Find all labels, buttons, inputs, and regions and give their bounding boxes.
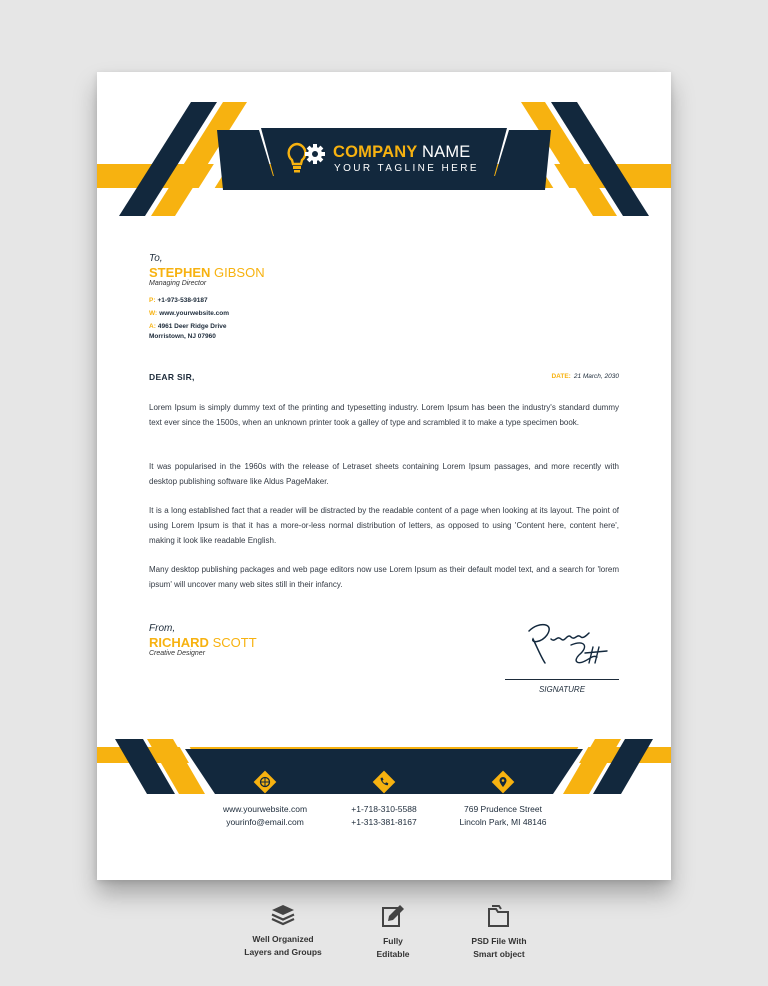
recipient-first-name: STEPHEN xyxy=(149,265,211,280)
letterhead-page xyxy=(97,72,671,880)
feature-layers-label: Well Organized Layers and Groups xyxy=(244,934,322,957)
location-pin-icon xyxy=(489,768,517,796)
body-paragraph: It is a long established fact that a reader will be distracted by the readable content of a page when looking at its layout. The point of using Lorem Ipsum is that it has a more-or-less normal distribution of letters, as opposed to using 'Content here, content here', making it look like readable English. xyxy=(149,506,619,545)
recipient-last-name: GIBSON xyxy=(214,265,265,280)
recipient-name xyxy=(149,265,265,280)
recipient-address-line2: Morristown, NJ 07960 xyxy=(149,333,216,340)
footer-phone-contact xyxy=(324,803,444,829)
footer-city: Lincoln Park, MI 48146 xyxy=(459,817,547,827)
footer-web-contact xyxy=(205,803,325,829)
handwritten-signature xyxy=(515,617,615,675)
footer-street: 769 Prudence Street xyxy=(464,804,542,814)
layers-icon xyxy=(270,904,296,926)
body-paragraph: Lorem Ipsum is simply dummy text of the printing and typesetting industry. Lorem Ipsum has been the industry's standard dummy text ever since the 1500s, when an unknown printer took a galley of type and scrambled it to make a type specimen book. xyxy=(149,403,619,427)
footer-phone-1: +1-718-310-5588 xyxy=(351,804,417,814)
folder-icon xyxy=(486,904,512,928)
body-paragraph: Many desktop publishing packages and web page editors now use Lorem Ipsum as their default model text, and a search for 'lorem ipsum' will uncover many web sites still in their infancy. xyxy=(149,565,619,589)
feature-editable-label: Fully Editable xyxy=(376,936,410,959)
letter-date: DATE: 21 March, 2030 xyxy=(551,373,619,380)
salutation: DEAR SIR, xyxy=(149,372,195,382)
footer-website: www.yourwebsite.com xyxy=(222,804,308,814)
feature-layers xyxy=(228,904,338,959)
edit-icon xyxy=(380,904,406,928)
signature-line xyxy=(505,679,619,680)
sender-name xyxy=(149,635,257,650)
signature-label: SIGNATURE xyxy=(538,685,586,694)
globe-icon xyxy=(251,768,279,796)
company-tagline: YOUR TAGLINE HERE xyxy=(334,163,479,174)
to-label: To, xyxy=(149,253,163,264)
recipient-address: A: 4961 Deer Ridge Drive xyxy=(149,323,227,330)
recipient-phone: P: +1-973-538-9187 xyxy=(149,297,208,304)
footer-address-contact xyxy=(443,803,563,829)
company-name: COMPANY NAME xyxy=(333,143,471,161)
footer-email: yourinfo@email.com xyxy=(226,817,304,827)
company-name-light: NAME xyxy=(422,143,471,161)
recipient-title: Managing Director xyxy=(149,280,207,287)
feature-psd xyxy=(444,904,554,961)
lightbulb-gear-icon xyxy=(285,140,329,176)
body-paragraph: It was popularised in the 1960s with the release of Letraset sheets containing Lorem Ipsum passages, and more recently with desktop publishing software like Aldus PageMaker. xyxy=(149,462,619,486)
phone-icon xyxy=(370,768,398,796)
sender-first-name: RICHARD xyxy=(149,635,209,650)
feature-editable xyxy=(338,904,448,961)
sender-title: Creative Designer xyxy=(149,650,206,657)
footer-phone-2: +1-313-381-8167 xyxy=(351,817,417,827)
recipient-website: W: www.yourwebsite.com xyxy=(149,310,230,317)
feature-psd-label: PSD File With Smart object xyxy=(471,936,527,959)
sender-last-name: SCOTT xyxy=(212,635,257,650)
from-label: From, xyxy=(149,623,176,634)
